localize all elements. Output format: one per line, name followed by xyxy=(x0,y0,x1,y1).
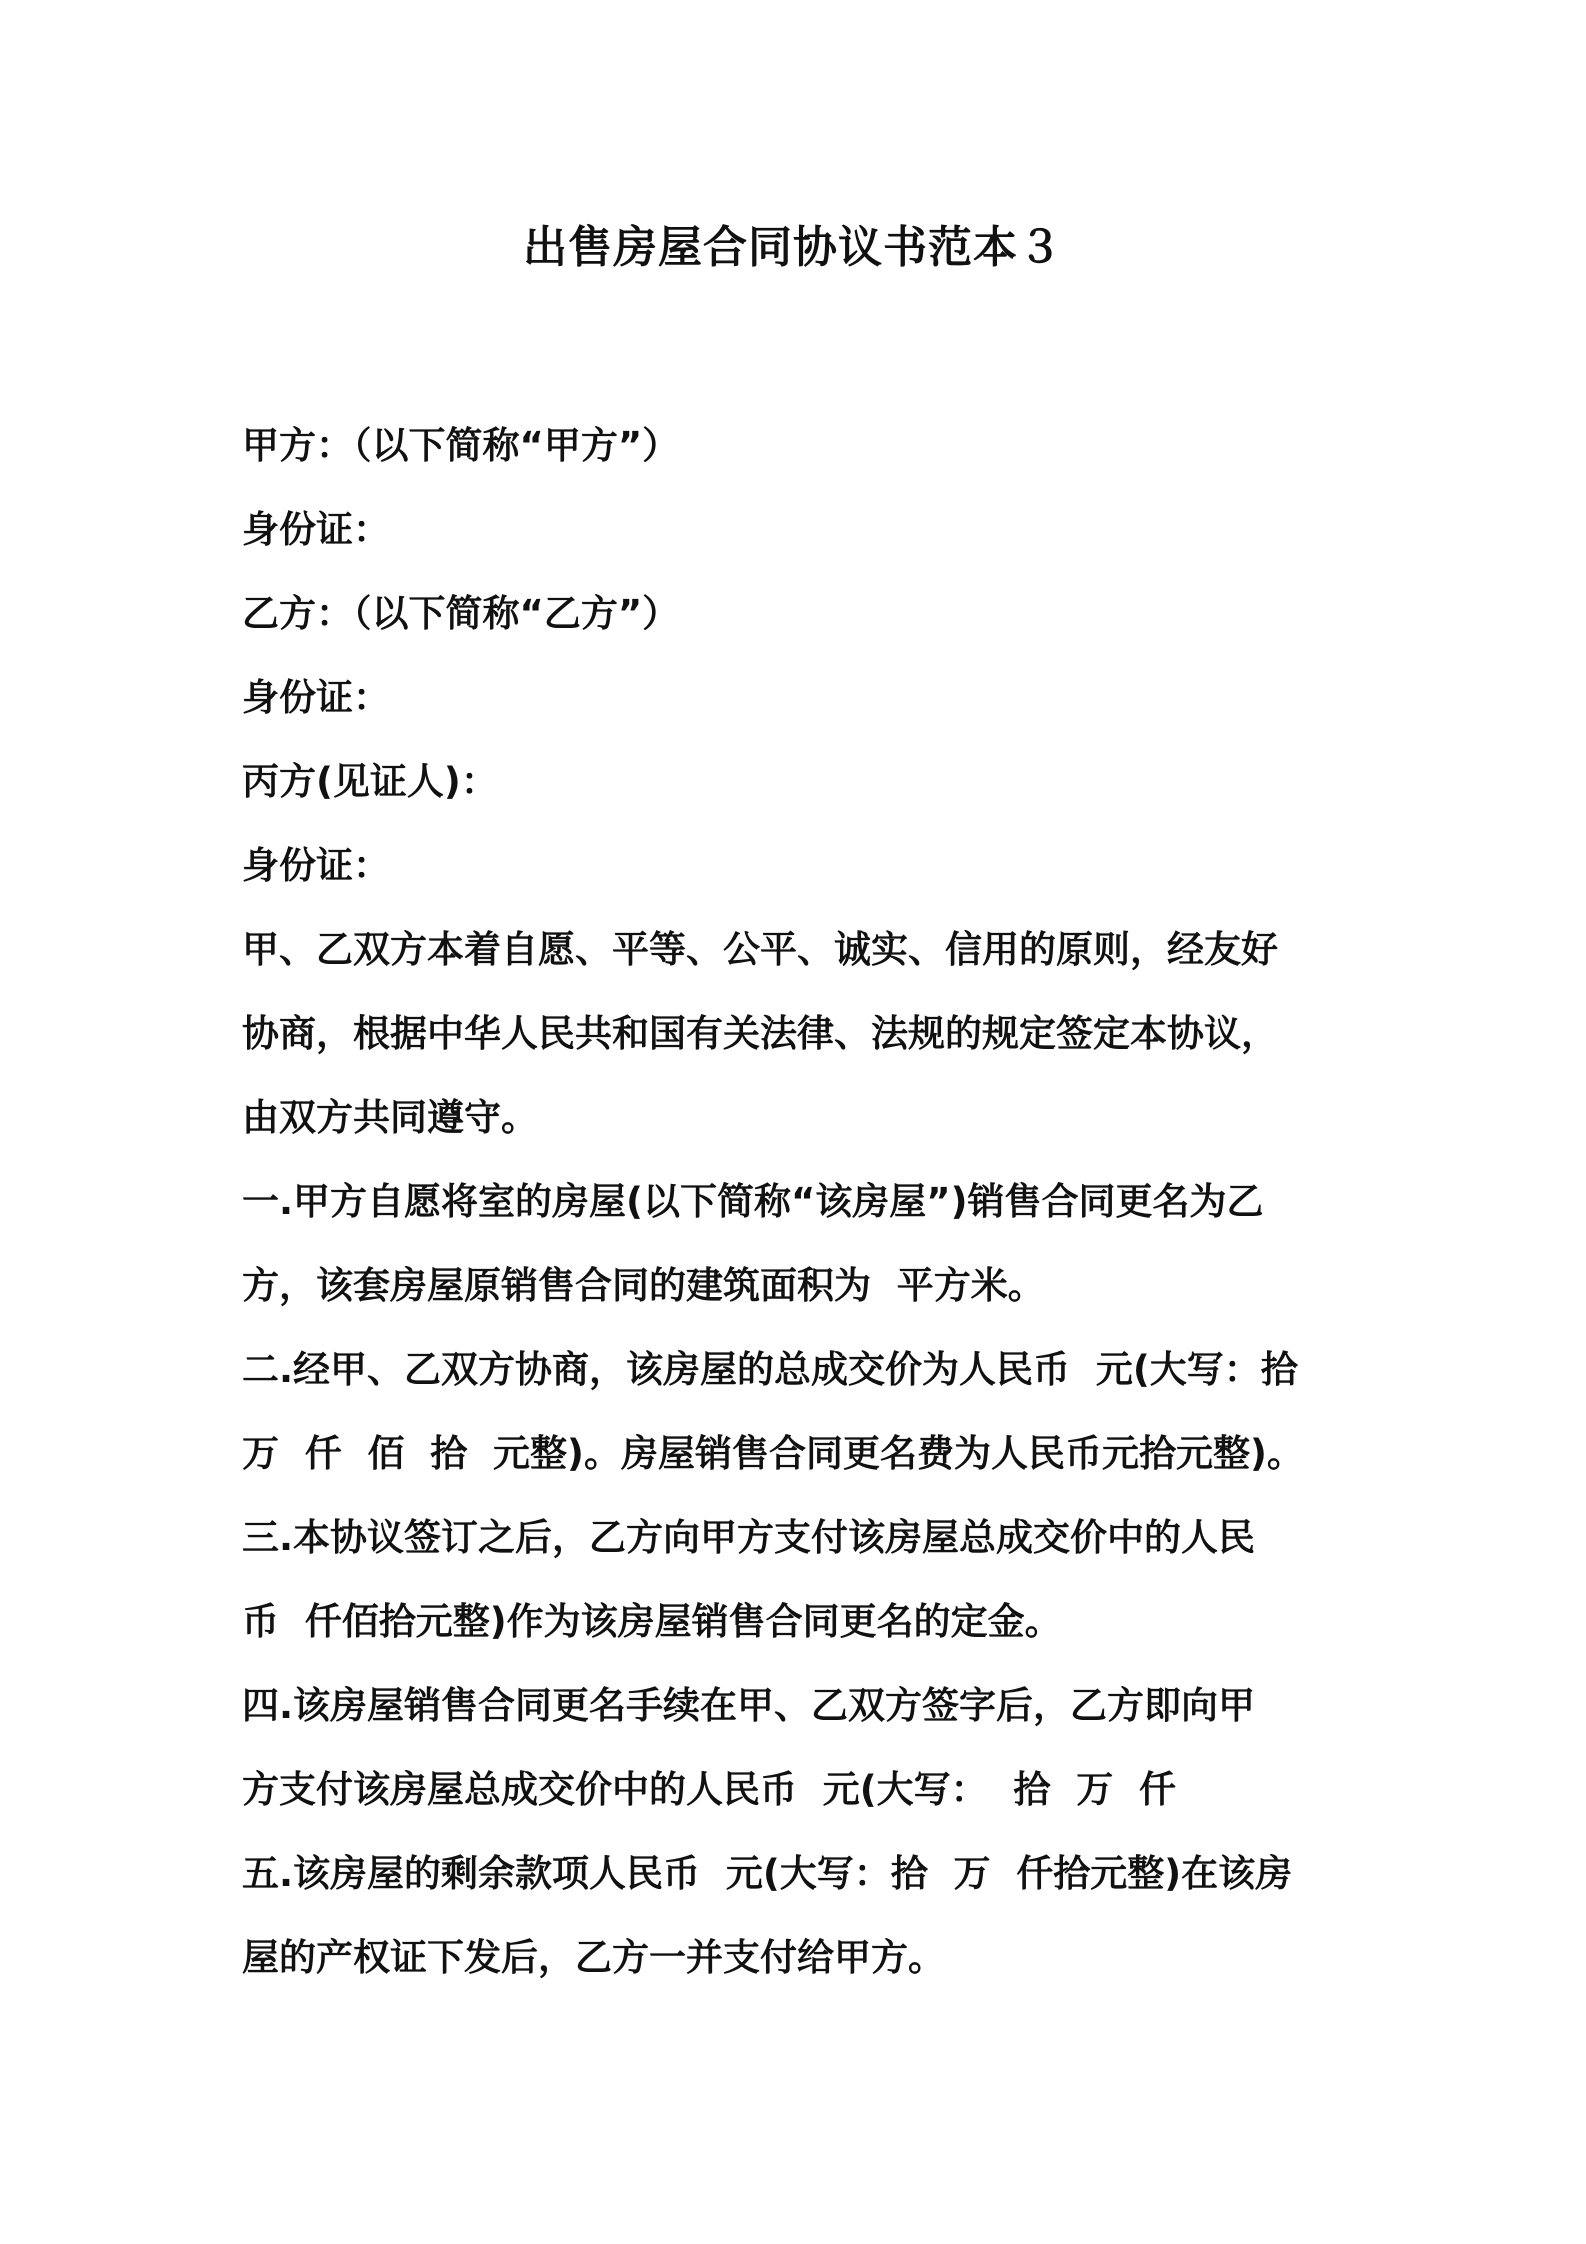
preamble-line-2: 协商，根据中华人民共和国有关法律、法规的规定签定本协议， xyxy=(242,1012,1278,1055)
clause-2-line-2: 万 仟 佰 拾 元整)。房屋销售合同更名费为人民币元拾元整)。 xyxy=(242,1432,1304,1475)
clause-3-line-1: 三.本协议签订之后，乙方向甲方支付该房屋总成交价中的人民 xyxy=(242,1516,1256,1559)
clause-2-line-1: 二.经甲、乙双方协商，该房屋的总成交价为人民币 元(大写：拾 xyxy=(242,1348,1298,1391)
clause-5-line-1: 五.该房屋的剩余款项人民币 元(大写：拾 万 仟拾元整)在该房 xyxy=(242,1852,1293,1895)
party-a-id-line: 身份证： xyxy=(242,508,390,551)
preamble-line-1: 甲、乙双方本着自愿、平等、公平、诚实、信用的原则，经友好 xyxy=(242,928,1278,971)
party-a-line: 甲方：（以下简称“甲方”） xyxy=(242,424,680,467)
clause-3-line-2: 币 仟佰拾元整)作为该房屋销售合同更名的定金。 xyxy=(242,1600,1062,1643)
preamble-line-3: 由双方共同遵守。 xyxy=(242,1096,538,1139)
clause-1-line-2: 方，该套房屋原销售合同的建筑面积为 平方米。 xyxy=(242,1264,1045,1307)
clause-4-line-2: 方支付该房屋总成交价中的人民币 元(大写： 拾 万 仟 xyxy=(242,1768,1176,1811)
clause-5-line-2: 屋的产权证下发后，乙方一并支付给甲方。 xyxy=(242,1936,945,1979)
party-b-line: 乙方：（以下简称“乙方”） xyxy=(242,592,680,635)
party-c-id-line: 身份证： xyxy=(242,844,390,887)
document-body xyxy=(242,404,1362,2000)
clause-1-line-1: 一.甲方自愿将室的房屋(以下简称“该房屋”)销售合同更名为乙 xyxy=(242,1180,1264,1223)
clause-4-line-1: 四.该房屋销售合同更名手续在甲、乙双方签字后，乙方即向甲 xyxy=(242,1684,1256,1727)
document-title: 出售房屋合同协议书范本３ xyxy=(523,222,1063,273)
party-b-id-line: 身份证： xyxy=(242,676,390,719)
party-c-witness-line: 丙方(见证人)： xyxy=(242,760,498,803)
